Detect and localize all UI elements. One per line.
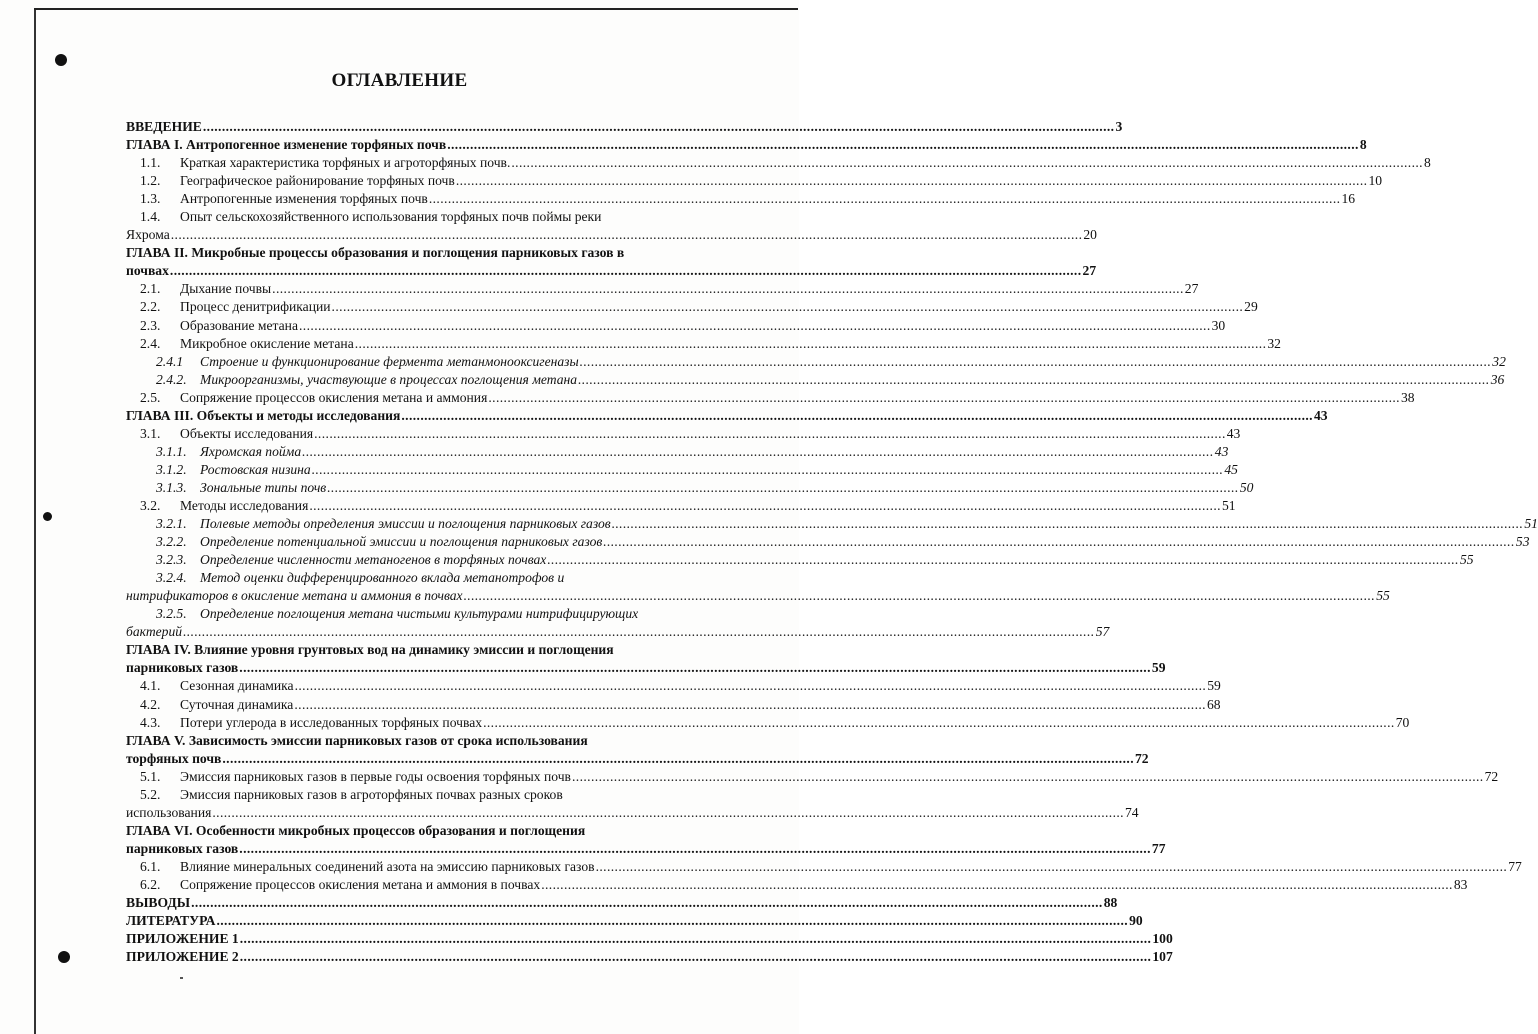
dot-leader — [332, 298, 1244, 316]
toc-entry-text: Опыт сельскохозяйственного использования торфяных почв поймы реки — [180, 209, 602, 225]
dot-leader — [572, 768, 1484, 786]
toc-page-number: 8 — [1359, 137, 1367, 153]
toc-page-number: 43 — [1226, 425, 1241, 441]
toc-entry-number: 3.1.1. — [156, 443, 187, 459]
toc-entry-chapter-5[interactable]: ГЛАВА V. Зависимость эмиссии парниковых газов от срока использования — [126, 732, 588, 748]
toc-entry-text: Метод оценки дифференцированного вклада метанотрофов и — [200, 570, 565, 586]
dot-leader — [239, 840, 1151, 858]
toc-entry-text: ГЛАВА I. Антропогенное изменение торфяных почв — [126, 137, 447, 153]
dot-leader — [578, 371, 1490, 389]
toc-entry-literature[interactable] — [126, 912, 1143, 930]
toc-entry-text: парниковых газов — [126, 840, 239, 856]
dot-leader — [239, 659, 1151, 677]
toc-entry-text: Строение и функционирование фермента метанмонооксигеназы — [200, 353, 579, 369]
toc-entry-3-2[interactable] — [126, 497, 1236, 515]
toc-entry-chapter-1[interactable] — [126, 136, 1367, 154]
toc-entry-text: Эмиссия парниковых газов в первые годы освоения торфяных почв — [180, 768, 571, 784]
toc-page-number: 68 — [1206, 696, 1221, 712]
dot-leader — [170, 262, 1082, 280]
toc-entry-5-2[interactable] — [126, 786, 698, 804]
toc-entry-number: 1.3. — [140, 191, 161, 207]
dot-leader — [464, 587, 1376, 605]
toc-page-number: 70 — [1395, 714, 1410, 730]
toc-entry-1-3[interactable] — [126, 190, 1356, 208]
toc-entry-text: использования — [126, 804, 212, 820]
toc-entry-2-4[interactable] — [126, 335, 1281, 353]
toc-entry-number: 3.2.1. — [156, 516, 187, 532]
toc-page-number: 83 — [1453, 876, 1468, 892]
toc-entry-number: 5.1. — [140, 768, 161, 784]
toc-entry-1-1[interactable] — [126, 154, 1431, 172]
dot-leader — [483, 714, 1395, 732]
toc-page-number: 43 — [1214, 443, 1229, 459]
toc-entry-text: Географическое районирование торфяных почв — [180, 173, 455, 189]
dot-leader — [612, 515, 1524, 533]
dot-leader — [456, 172, 1368, 190]
toc-entry-6-2[interactable] — [126, 876, 1468, 894]
toc-entry-2-3[interactable] — [126, 317, 1226, 335]
toc-entry-number: 1.2. — [140, 173, 161, 189]
toc-entry-3-2-4[interactable] — [126, 569, 698, 587]
toc-page-number: 8 — [1423, 155, 1431, 171]
toc-page-number: 32 — [1267, 335, 1281, 351]
toc-page-number: 77 — [1151, 840, 1166, 856]
toc-entry-text: ВЫВОДЫ — [126, 895, 191, 911]
toc-entry-text: Определение потенциальной эмиссии и поглощения парниковых газов — [200, 534, 603, 550]
dot-leader — [222, 750, 1134, 768]
dot-leader — [203, 118, 1115, 136]
toc-entry-number: 6.2. — [140, 876, 161, 892]
toc-entry-3-2-4-continued[interactable] — [126, 587, 1390, 605]
toc-entry-number: 1.4. — [140, 209, 161, 225]
toc-page-number: 88 — [1103, 895, 1118, 911]
dot-leader — [429, 190, 1341, 208]
dot-leader — [191, 894, 1103, 912]
toc-entry-text: Методы исследования — [180, 497, 309, 513]
toc-entry-3-2-5-continued[interactable] — [126, 623, 1110, 641]
toc-entry-text: Определение численности метаногенов в торфяных почвах — [200, 552, 547, 568]
toc-entry-text: Ростовская низина — [200, 461, 311, 477]
toc-page-number: 20 — [1083, 227, 1097, 243]
toc-page-number: 51 — [1524, 516, 1538, 532]
toc-entry-appendix-1[interactable] — [126, 930, 1173, 948]
toc-entry-3-1[interactable] — [126, 425, 1241, 443]
toc-entry-number: 2.4. — [140, 335, 161, 351]
toc-page-number: 27 — [1184, 281, 1199, 297]
toc-entry-text: ЛИТЕРАТУРА — [126, 913, 216, 929]
dot-leader — [488, 389, 1400, 407]
toc-entry-text: торфяных почв — [126, 750, 222, 766]
toc-entry-text: Эмиссия парниковых газов в агроторфяных почвах разных сроков — [180, 786, 563, 802]
toc-entry-3-2-1[interactable] — [126, 515, 1538, 533]
toc-page-number: 59 — [1207, 678, 1221, 694]
dot-leader — [302, 443, 1214, 461]
toc-entry-chapter-4[interactable]: ГЛАВА IV. Влияние уровня грунтовых вод на динамику эмиссии и поглощения — [126, 642, 614, 658]
toc-entry-text: ГЛАВА III. Объекты и методы исследования — [126, 407, 401, 423]
toc-entry-conclusions[interactable] — [126, 894, 1118, 912]
toc-entry-text: ПРИЛОЖЕНИЕ 1 — [126, 931, 239, 947]
toc-entry-text: парниковых газов — [126, 660, 239, 676]
toc-entry-2-5[interactable] — [126, 389, 1415, 407]
toc-entry-number: 2.4.2. — [156, 371, 187, 387]
toc-entry-number: 3.2. — [140, 497, 161, 513]
dot-leader — [240, 930, 1152, 948]
toc-page-number: 77 — [1508, 858, 1522, 874]
table-of-contents — [126, 118, 1538, 966]
toc-entry-3-1-3[interactable] — [126, 479, 1254, 497]
toc-entry-3-2-5[interactable] — [126, 605, 698, 623]
toc-entry-number: 3.1.2. — [156, 461, 187, 477]
toc-entry-chapter-2[interactable]: ГЛАВА II. Микробные процессы образования и поглощения парниковых газов в — [126, 245, 625, 261]
dot-leader — [171, 226, 1083, 244]
toc-entry-2-1[interactable] — [126, 280, 1199, 298]
toc-entry-number: 4.3. — [140, 714, 161, 730]
toc-entry-text: Яхромская пойма — [200, 443, 302, 459]
toc-entry-text: бактерий — [126, 624, 183, 640]
toc-entry-4-1[interactable] — [126, 677, 1221, 695]
toc-entry-number: 2.5. — [140, 389, 161, 405]
toc-entry-text: Суточная динамика — [180, 696, 294, 712]
toc-entry-1-4-continued[interactable] — [126, 226, 1097, 244]
toc-page-number: 50 — [1239, 479, 1254, 495]
dot-leader — [511, 154, 1423, 172]
toc-entry-number: 1.1. — [140, 155, 161, 171]
toc-page-number: 74 — [1124, 804, 1139, 820]
toc-entry-text: Полевые методы определения эмиссии и поглощения парниковых газов — [200, 516, 611, 532]
toc-entry-text: Влияние минеральных соединений азота на эмиссию парниковых газов — [180, 858, 595, 874]
toc-page-number: 55 — [1459, 552, 1474, 568]
toc-page-number: 45 — [1224, 461, 1238, 477]
toc-entry-chapter-5-continued[interactable] — [126, 750, 1149, 768]
toc-entry-6-1[interactable] — [126, 858, 1522, 876]
toc-entry-text: Потери углерода в исследованных торфяных почвах — [180, 714, 483, 730]
toc-page-number: 100 — [1152, 931, 1173, 947]
toc-entry-number: 3.2.3. — [156, 552, 187, 568]
toc-entry-2-4-2[interactable] — [126, 371, 1505, 389]
toc-entry-text: Краткая характеристика торфяных и агроторфяных почв. — [180, 155, 511, 171]
toc-page-number: 51 — [1221, 497, 1236, 513]
toc-entry-text: Процесс денитрификации — [180, 299, 331, 315]
toc-entry-5-1[interactable] — [126, 768, 1499, 786]
toc-entry-text: Сопряжение процессов окисления метана и аммония в почвах — [180, 876, 541, 892]
toc-page-number: 59 — [1151, 660, 1166, 676]
toc-page-number: 32 — [1492, 353, 1506, 369]
dot-leader — [216, 912, 1128, 930]
dot-leader — [401, 407, 1313, 425]
toc-entry-chapter-6[interactable]: ГЛАВА VI. Особенности микробных процессов образования и поглощения — [126, 822, 586, 838]
dot-leader — [212, 804, 1124, 822]
toc-page-number: 27 — [1082, 263, 1097, 279]
toc-entry-3-1-2[interactable] — [126, 461, 1238, 479]
toc-entry-1-2[interactable] — [126, 172, 1383, 190]
page-title: ОГЛАВЛЕНИЕ — [331, 70, 468, 91]
toc-page-number: 57 — [1095, 624, 1110, 640]
toc-entry-text: Дыхание почвы — [180, 281, 272, 297]
dot-leader — [240, 948, 1152, 966]
toc-entry-number: 2.1. — [140, 281, 161, 297]
dot-leader — [183, 623, 1095, 641]
toc-entry-2-4-1[interactable] — [126, 353, 1506, 371]
toc-entry-chapter-3[interactable] — [126, 407, 1328, 425]
toc-entry-text: ПРИЛОЖЕНИЕ 2 — [126, 949, 239, 965]
toc-page-number: 10 — [1368, 173, 1383, 189]
toc-page-number: 16 — [1341, 191, 1356, 207]
scan-border-top — [34, 8, 798, 10]
toc-entry-text: Микроорганизмы, участвующие в процессах поглощения метана — [200, 371, 578, 387]
toc-page-number: 43 — [1313, 407, 1328, 423]
punch-hole-icon — [55, 54, 67, 66]
toc-entry-intro[interactable] — [126, 118, 1123, 136]
dot-leader — [272, 280, 1184, 298]
toc-entry-text: Образование метана — [180, 317, 298, 333]
toc-page-number: 107 — [1152, 949, 1173, 965]
toc-entry-number: 4.2. — [140, 696, 161, 712]
toc-entry-text: ВВЕДЕНИЕ — [126, 119, 202, 134]
toc-page-number: 3 — [1115, 119, 1123, 134]
toc-entry-1-4[interactable] — [126, 208, 698, 226]
dot-leader — [355, 335, 1267, 353]
toc-entry-number: 3.2.4. — [156, 570, 187, 586]
toc-page-number: 30 — [1211, 317, 1226, 333]
punch-hole-icon — [58, 951, 70, 963]
toc-entry-number: 3.1.3. — [156, 479, 187, 495]
dot-leader — [596, 858, 1508, 876]
toc-entry-chapter-4-continued[interactable] — [126, 659, 1166, 677]
toc-entry-chapter-2-continued[interactable] — [126, 262, 1097, 280]
dot-leader — [299, 317, 1211, 335]
toc-entry-number: 3.2.5. — [156, 606, 187, 622]
toc-page-number: 53 — [1515, 534, 1530, 550]
toc-entry-number: 6.1. — [140, 858, 161, 874]
toc-entry-number: 4.1. — [140, 678, 161, 694]
toc-entry-text: Антропогенные изменения торфяных почв — [180, 191, 428, 207]
toc-entry-number: 5.2. — [140, 786, 161, 802]
toc-entry-3-2-3[interactable] — [126, 551, 1474, 569]
toc-entry-number: 3.1. — [140, 425, 161, 441]
dot-leader — [309, 497, 1221, 515]
toc-entry-text: Сезонная динамика — [180, 678, 294, 694]
dot-leader — [447, 136, 1359, 154]
toc-entry-text: Микробное окисление метана — [180, 335, 354, 351]
toc-entry-text: Сопряжение процессов окисления метана и аммония — [180, 389, 488, 405]
toc-entry-number: 2.4.1 — [156, 353, 184, 369]
toc-entry-3-2-2[interactable] — [126, 533, 1530, 551]
punch-hole-icon — [43, 512, 52, 521]
toc-page-number: 55 — [1376, 588, 1390, 604]
dot-leader — [314, 425, 1226, 443]
dot-leader — [580, 353, 1492, 371]
scan-speck — [180, 977, 183, 979]
toc-page-number: 29 — [1244, 299, 1258, 315]
toc-entry-number: 3.2.2. — [156, 534, 187, 550]
toc-entry-text: Определение поглощения метана чистыми культурами нитрифицирующих — [200, 606, 639, 622]
toc-page-number: 36 — [1490, 371, 1505, 387]
dot-leader — [603, 533, 1515, 551]
toc-page-number: 38 — [1400, 389, 1415, 405]
toc-page-number: 72 — [1135, 750, 1149, 766]
toc-entry-number: 2.3. — [140, 317, 161, 333]
toc-page-number: 72 — [1484, 768, 1499, 784]
toc-entry-3-1-1[interactable] — [126, 443, 1229, 461]
toc-entry-text: Яхрома — [126, 227, 170, 243]
dot-leader — [312, 461, 1224, 479]
scan-border-left — [34, 10, 36, 1034]
dot-leader — [547, 551, 1459, 569]
toc-entry-chapter-6-continued[interactable] — [126, 840, 1166, 858]
toc-entry-2-2[interactable] — [126, 298, 1258, 316]
dot-leader — [541, 876, 1453, 894]
toc-entry-4-3[interactable] — [126, 714, 1410, 732]
toc-entry-text: Зональные типы почв — [200, 479, 327, 495]
toc-entry-appendix-2[interactable] — [126, 948, 1173, 966]
toc-page-number: 90 — [1129, 913, 1143, 929]
toc-entry-number: 2.2. — [140, 299, 161, 315]
toc-entry-text: Объекты исследования — [180, 425, 314, 441]
toc-entry-text: почвах — [126, 263, 169, 279]
dot-leader — [327, 479, 1239, 497]
dot-leader — [294, 696, 1206, 714]
dot-leader — [295, 677, 1207, 695]
toc-entry-5-2-continued[interactable] — [126, 804, 1139, 822]
toc-entry-text: нитрификаторов в окисление метана и аммония в почвах — [126, 588, 463, 604]
toc-entry-4-2[interactable] — [126, 696, 1221, 714]
